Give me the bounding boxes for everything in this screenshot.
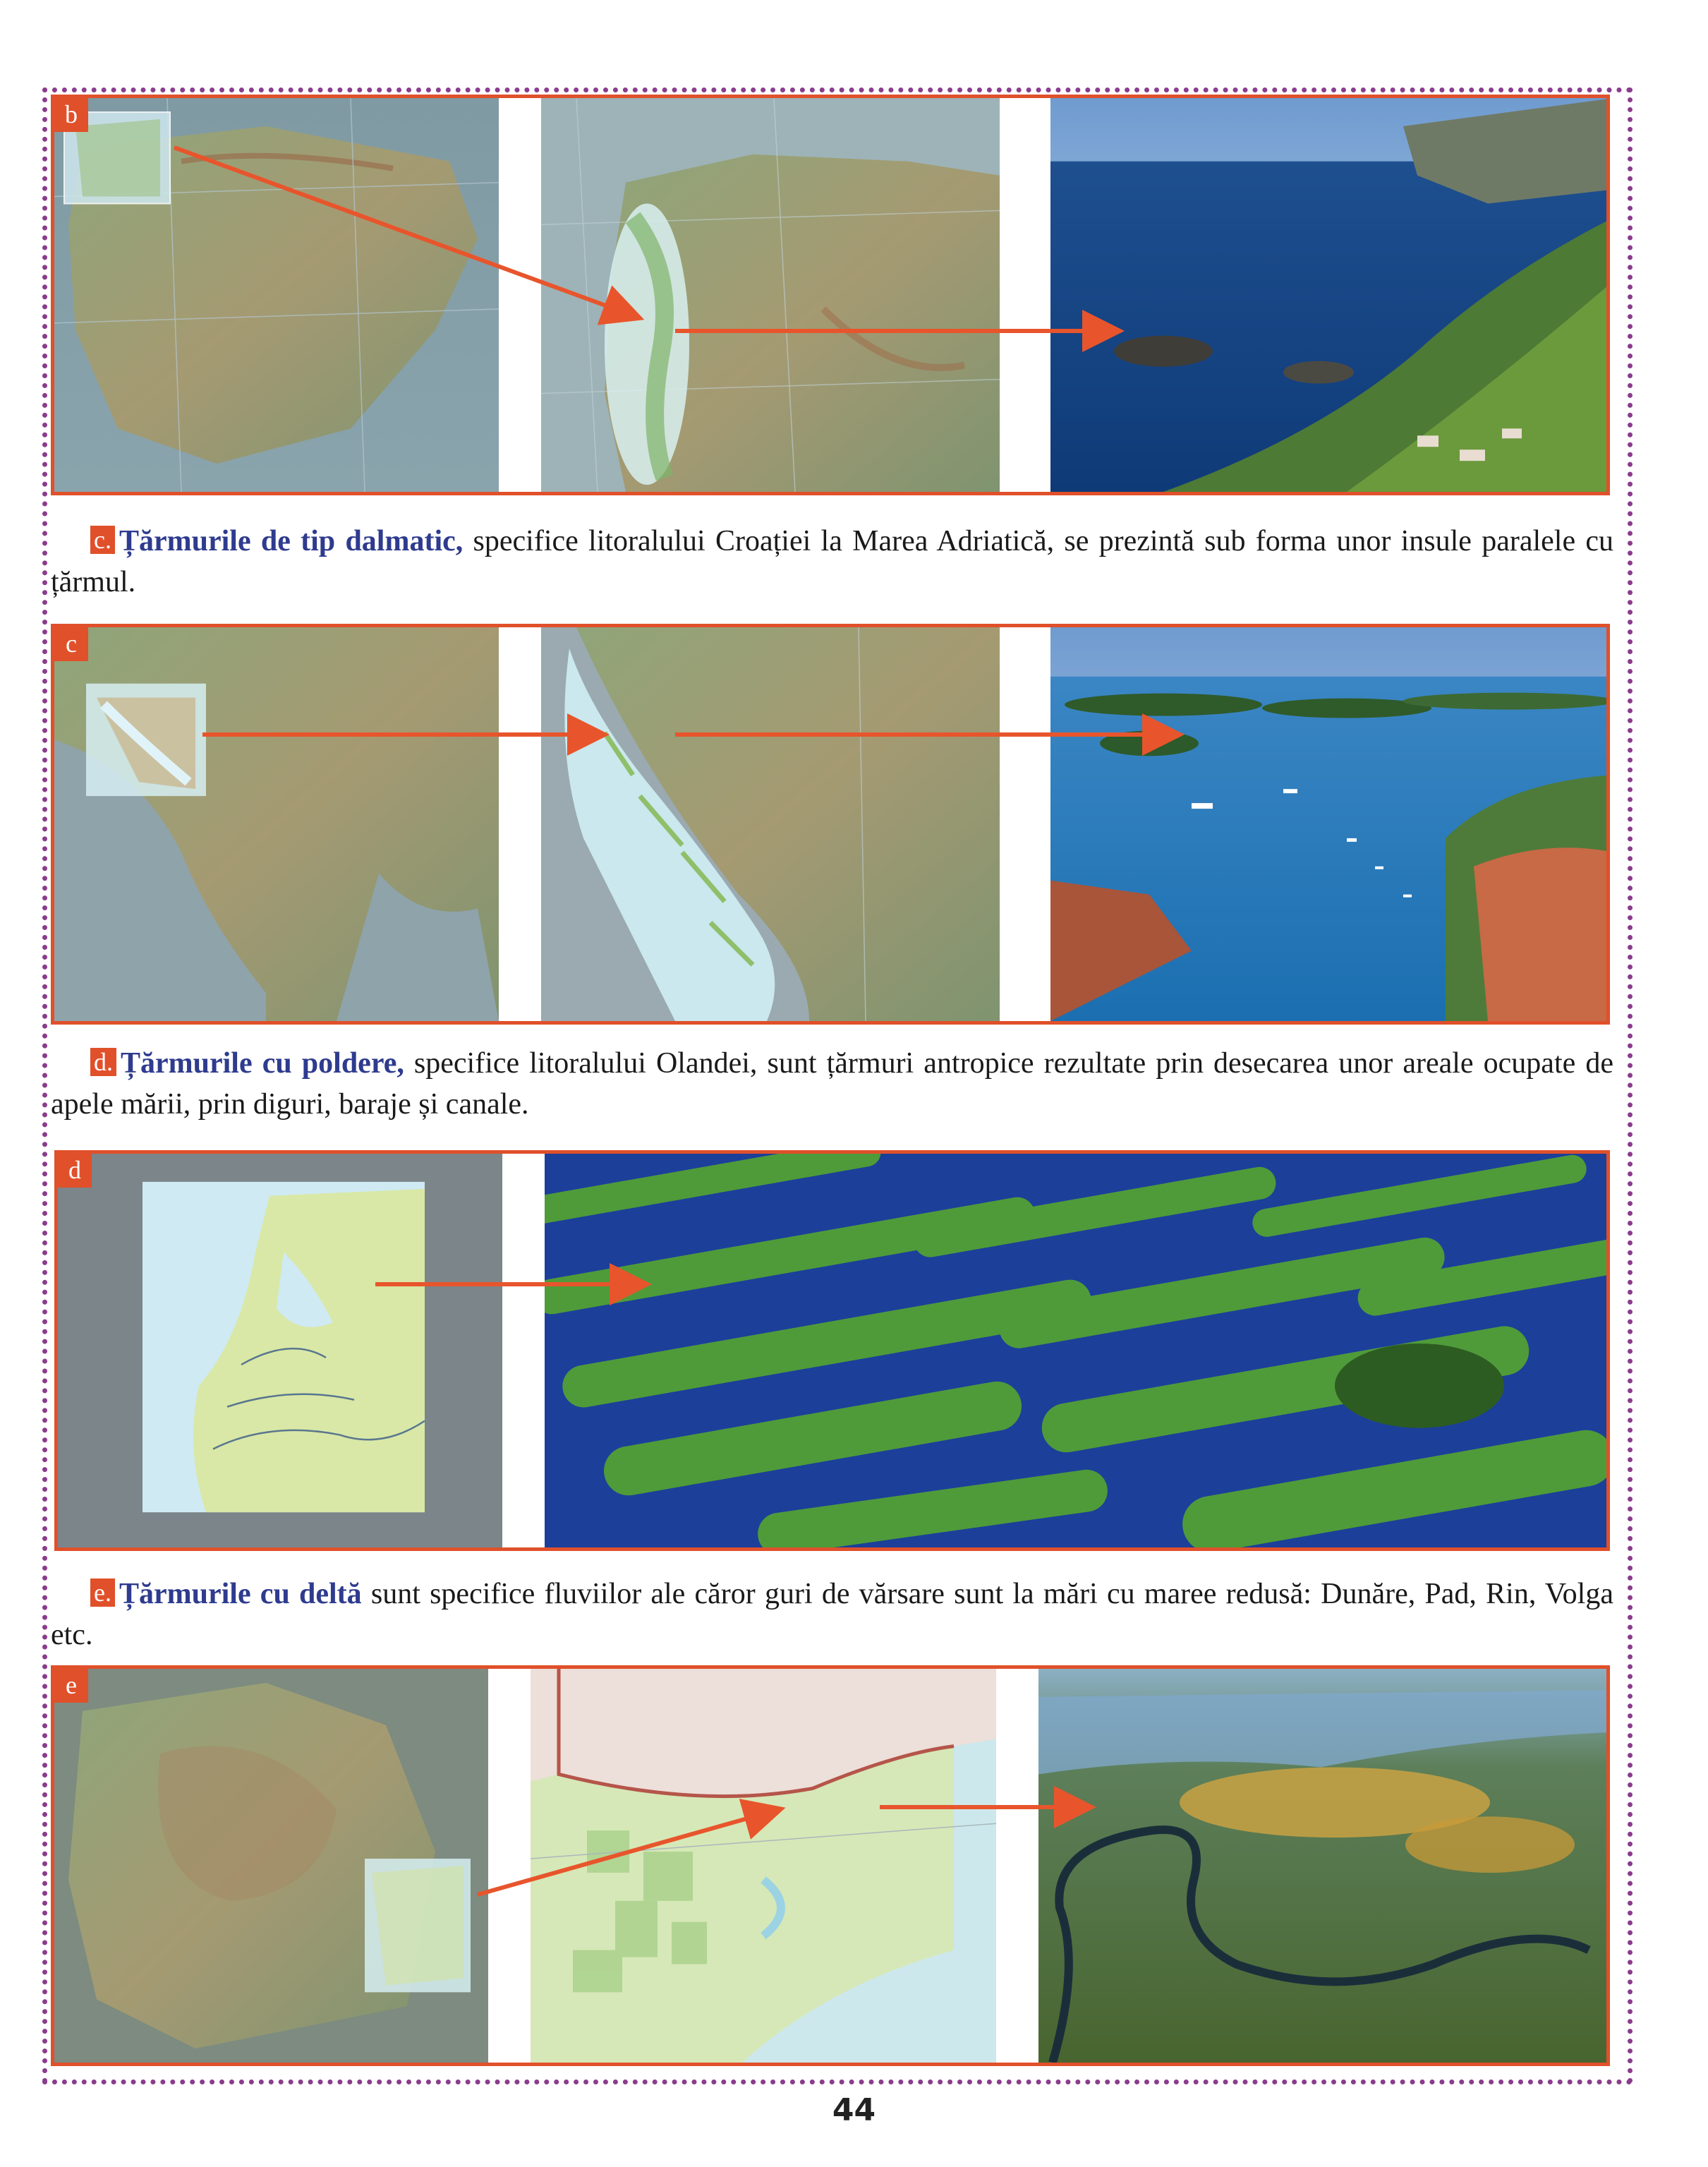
figure-panel-b [51,95,1610,495]
arrows-panel-e [54,1669,1606,2063]
term-delta: Țărmurile cu deltă [119,1578,362,1610]
arrows-panel-d [58,1154,1606,1547]
term-dalmatian: Țărmurile de tip dalmatic, [119,525,464,557]
arrows-panel-b [54,98,1606,492]
paragraph-d-text: specifice litoralului Olandei, sunt țărmuri antropice rezultate prin desecarea unor areale ocupate de apele mării, prin diguri, baraje și canale. [51,1047,1613,1121]
paragraph-delta-coast [51,1574,1613,1655]
paragraph-e-text: sunt specifice fluviilor ale căror guri de vărsare sunt la mări cu maree redusă: Dunăre, Pad, Rin, Volga etc. [51,1578,1613,1651]
panel-label-c: c [54,627,88,661]
item-badge-c: c. [90,526,115,554]
figure-panel-e [51,1665,1610,2066]
term-polders: Țărmurile cu poldere, [121,1047,404,1080]
page-number: 44 [832,2092,876,2128]
item-badge-d: d. [90,1048,116,1076]
arrows-panel-c [54,627,1606,1021]
paragraph-dalmatian-coast [51,521,1613,603]
panel-label-b: b [54,98,88,132]
figure-panel-d [54,1150,1610,1551]
item-badge-e: e. [90,1579,115,1607]
paragraph-c-text: specifice litoralului Croației la Marea Adriatică, se prezintă sub forma unor insule paralele cu țărmul. [51,525,1613,598]
panel-label-e: e [54,1669,88,1703]
paragraph-polder-coast [51,1043,1613,1125]
figure-panel-c [51,624,1610,1025]
panel-label-d: d [58,1154,92,1188]
